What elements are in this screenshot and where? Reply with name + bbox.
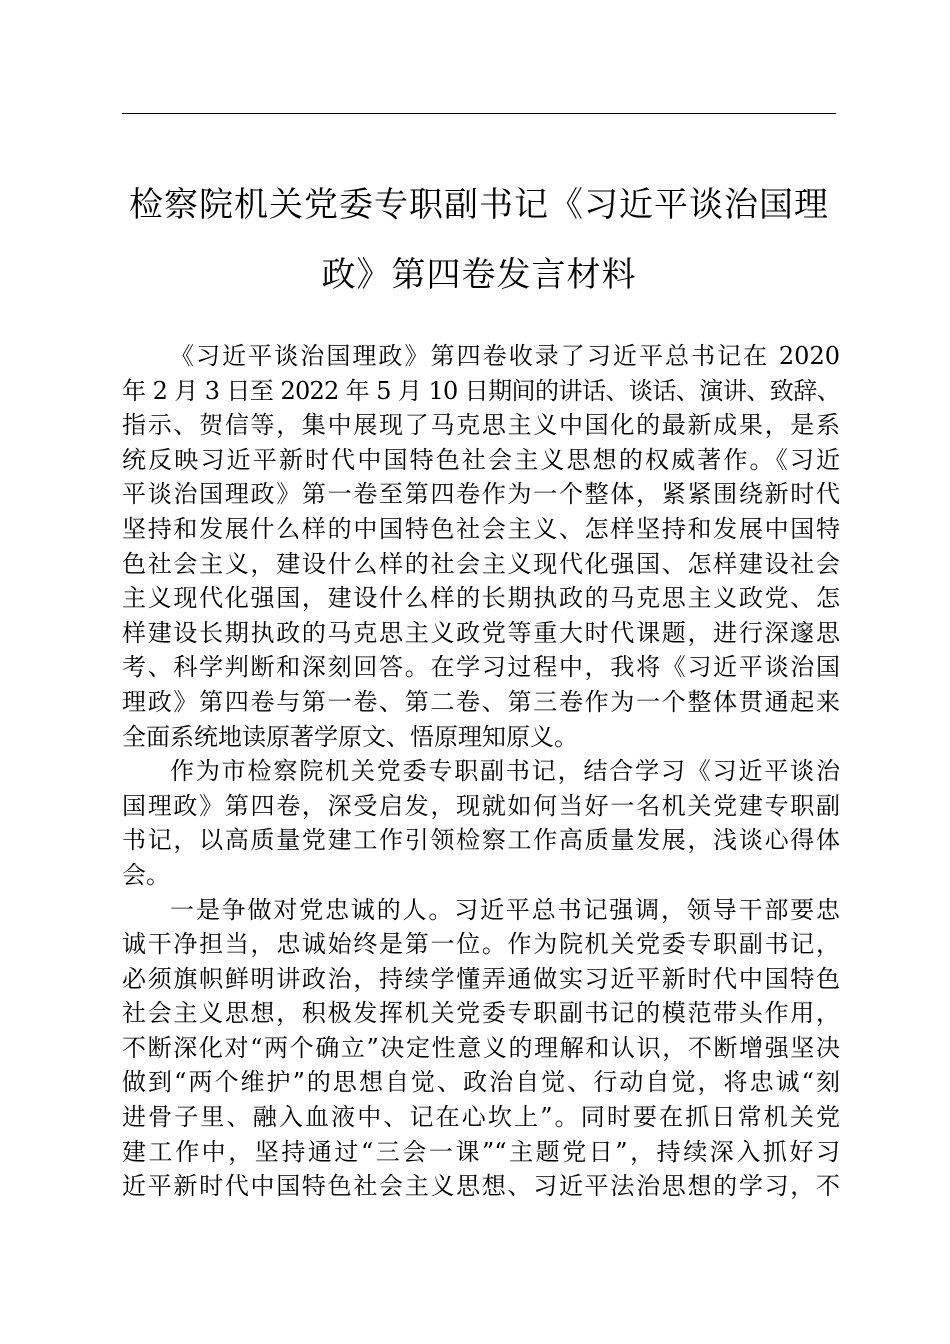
- paragraph-line: 坚持和发展什么样的中国特色社会主义、怎样坚持和发展中国特: [122, 514, 840, 543]
- paragraph-line: 理政》第四卷与第一卷、第二卷、第三卷作为一个整体贯通起来: [122, 687, 840, 716]
- paragraph-line: 年 2 月 3 日至 2022 年 5 月 10 日期间的讲话、谈话、演讲、致辞、: [122, 376, 840, 405]
- paragraph-point-one: [122, 893, 840, 1204]
- paragraph-line: 样建设长期执政的马克思主义政党等重大时代课题，进行深邃思: [122, 618, 840, 647]
- paragraph-line: 诚干净担当，忠诚始终是第一位。作为院机关党委专职副书记，: [122, 930, 840, 959]
- paragraph-line: 书记，以高质量党建工作引领检察工作高质量发展，浅谈心得体: [122, 826, 840, 855]
- paragraph-line: 《习近平谈治国理政》第四卷收录了习近平总书记在 2020: [170, 342, 840, 370]
- paragraph-line: 平谈治国理政》第一卷至第四卷作为一个整体，紧紧围绕新时代: [122, 480, 840, 509]
- paragraph-line: 考、科学判断和深刻回答。在学习过程中，我将《习近平谈治国: [122, 653, 840, 682]
- paragraph-line: 国理政》第四卷，深受启发，现就如何当好一名机关党建专职副: [122, 791, 840, 820]
- paragraph-line: 指示、贺信等，集中展现了马克思主义中国化的最新成果，是系: [122, 411, 840, 440]
- paragraph-line: 统反映习近平新时代中国特色社会主义思想的权威著作。《习近: [122, 445, 840, 474]
- paragraph-purpose: [122, 754, 840, 892]
- paragraph-line: 一是争做对党忠诚的人。习近平总书记强调，领导干部要忠: [170, 895, 840, 924]
- document-body: [122, 339, 840, 1204]
- paragraph-line: 全面系统地读原著学原文、悟原理知原义。: [122, 722, 578, 751]
- paragraph-line: 会。: [122, 860, 170, 889]
- paragraph-line: 做到“两个维护”的思想自觉、政治自觉、行动自觉，将忠诚“刻: [122, 1068, 840, 1097]
- paragraph-line: 不断深化对“两个确立”决定性意义的理解和认识，不断增强坚决: [122, 1033, 840, 1062]
- header-rule: [122, 113, 836, 114]
- paragraph-line: 建工作中，坚持通过“三会一课”“主题党日”，持续深入抓好习: [122, 1137, 840, 1166]
- paragraph-line: 色社会主义，建设什么样的社会主义现代化强国、怎样建设社会: [122, 549, 840, 578]
- paragraph-line: 必须旗帜鲜明讲政治，持续学懂弄通做实习近平新时代中国特色: [122, 964, 840, 993]
- paragraph-line: 社会主义思想，积极发挥机关党委专职副书记的模范带头作用，: [122, 999, 840, 1028]
- title-line: 检察院机关党委专职副书记《习近平谈治国理: [129, 185, 829, 225]
- title-line: 政》第四卷发言材料: [321, 255, 637, 295]
- document-title: [122, 170, 836, 310]
- paragraph-line: 作为市检察院机关党委专职副书记，结合学习《习近平谈治: [170, 757, 840, 786]
- paragraph-line: 进骨子里、融入血液中、记在心坎上”。同时要在抓日常机关党: [122, 1103, 840, 1132]
- paragraph-intro: [122, 339, 840, 754]
- paragraph-line: 近平新时代中国特色社会主义思想、习近平法治思想的学习，不: [122, 1172, 840, 1201]
- paragraph-line: 主义现代化强国，建设什么样的长期执政的马克思主义政党、怎: [122, 584, 840, 613]
